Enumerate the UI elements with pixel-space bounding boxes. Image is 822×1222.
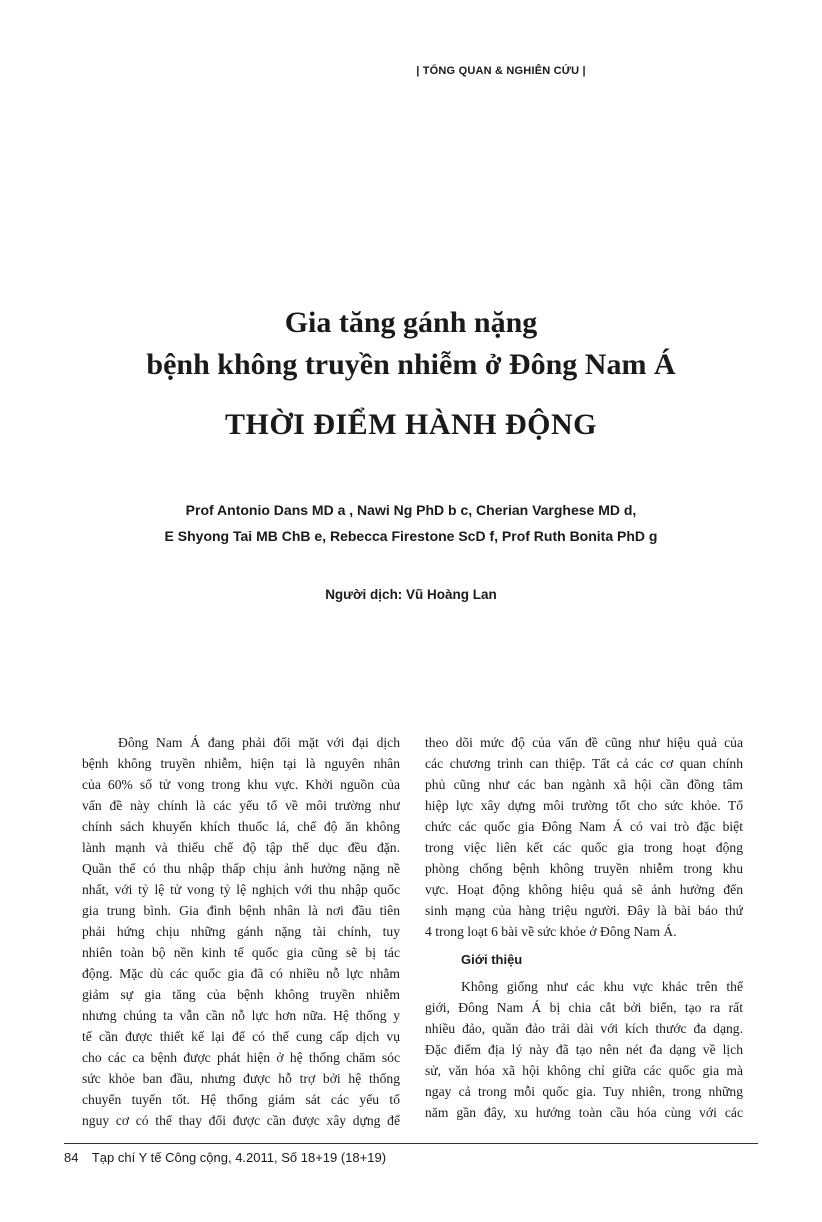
text-line: sinh mạng của hàng triệu người. Đây là bài báo thứ (425, 903, 743, 918)
article-subtitle: THỜI ĐIỂM HÀNH ĐỘNG (224, 408, 598, 441)
text-line: nguy cơ có thể thay đổi được cần được xây dựng để (82, 1113, 400, 1128)
section-header (0, 61, 822, 79)
text-line: trong việc liên kết các quốc gia trong hoạt động (425, 840, 743, 855)
text-line: hiệp lực xây dựng môi trường tốt cho sức khỏe. Tổ (425, 798, 743, 813)
text-line: Đông Nam Á đang phải đối mặt với đại dịch (118, 735, 400, 750)
author-line-1: Prof Antonio Dans MD a , Nawi Ng PhD b c, Cherian Varghese MD d, (185, 502, 637, 518)
text-line: gia trung bình. Gia đình bệnh nhân là nơi đầu tiên (82, 903, 400, 918)
text-line: lành mạnh và thiếu chế độ tập thể dục đều đặn. (82, 840, 400, 855)
page-footer (64, 1150, 386, 1165)
text-line: nhiên toàn bộ nền kinh tế quốc gia cũng sẽ bị tác (82, 945, 400, 960)
page-number: 84 (64, 1150, 79, 1165)
footer-rule (64, 1143, 758, 1144)
title-line-1: Gia tăng gánh nặng (284, 306, 538, 339)
text-line: các chương trình can thiệp. Tất cả các cơ quan chính (425, 756, 743, 771)
text-line: sức khỏe ban đầu, nhưng được hỗ trợ bởi hệ thống (82, 1071, 400, 1086)
abstract-continuation (425, 732, 743, 942)
introduction-text (425, 976, 743, 1123)
text-line: chức các quốc gia Đông Nam Á có vai trò đặc biệt (425, 819, 743, 834)
text-line: sử, văn hóa xã hội không chỉ giữa các quốc gia mà (425, 1063, 743, 1078)
text-line: Quần thể có thu nhập thấp chịu ảnh hưởng nặng nề (82, 861, 400, 876)
text-line: năm gần đây, xu hướng toàn cầu hóa cùng với các (425, 1105, 743, 1120)
author-list (0, 497, 822, 549)
text-line: động. Mặc dù các quốc gia đã có nhiều nỗ lực nhằm (82, 966, 400, 981)
author-line-2: E Shyong Tai MB ChB e, Rebecca Firestone ScD f, Prof Ruth Bonita PhD g (164, 528, 658, 544)
text-line: Đặc điểm địa lý này đã tạo nên nét đa dạng về lịch (425, 1042, 743, 1057)
text-line: bệnh không truyền nhiễm, hiện tại là nguyên nhân (82, 756, 400, 771)
text-line: 4 trong loạt 6 bài về sức khỏe ở Đông Nam Á. (425, 924, 677, 939)
translator-credit: Người dịch: Vũ Hoàng Lan (325, 587, 497, 602)
text-line: vực. Hoạt động không hiệu quả sẽ ảnh hưởng đến (425, 882, 743, 897)
body-column-left (82, 732, 400, 1131)
text-line: phòng chống bệnh không truyền nhiễm trong khu (425, 861, 743, 876)
text-line: tế cần được thiết kế lại để có thể cung cấp dịch vụ (82, 1029, 400, 1044)
text-line: nhiều đảo, quần đảo trải dài với kích thước đa dạng. (425, 1021, 743, 1036)
text-line: phủ cũng như các ban ngành xã hội cần đồng tâm (425, 777, 743, 792)
journal-citation: Tạp chí Y tế Công cộng, 4.2011, Số 18+19 (18+19) (91, 1150, 387, 1165)
body-column-right (425, 732, 743, 1123)
text-line: Không giống như các khu vực khác trên thế (461, 979, 743, 994)
text-line: ngay cả trong mỗi quốc gia. Tuy nhiên, trong những (425, 1084, 743, 1099)
text-line: nhưng chúng ta vẫn cần nỗ lực hơn nữa. Hệ thống y (82, 1008, 400, 1023)
title-line-2: bệnh không truyền nhiễm ở Đông Nam Á (146, 348, 676, 381)
section-tag: | TỔNG QUAN & NGHIÊN CỨU | (416, 65, 586, 77)
section-heading-introduction: Giới thiệu (461, 952, 523, 967)
text-line: theo dõi mức độ của vấn đề cũng như hiệu quả của (425, 735, 743, 750)
text-line: cho các ca bệnh được phát hiện ở hệ thống chăm sóc (82, 1050, 400, 1065)
text-line: giới, Đông Nam Á bị chia cắt bởi biển, tạo ra rất (425, 1000, 743, 1015)
text-line: của 60% số tử vong trong khu vực. Khởi nguồn của (82, 777, 400, 792)
text-line: giảm sự gia tăng của bệnh không truyền nhiễm (82, 987, 400, 1002)
text-line: vấn đề này chính là các yếu tố về môi trường như (82, 798, 400, 813)
text-line: chính sách khuyến khích thuốc lá, chế độ ăn không (82, 819, 400, 834)
article-title (0, 302, 822, 386)
text-line: phải hứng chịu những gánh nặng tài chính, tuy (82, 924, 400, 939)
text-line: chuyển tuyến tốt. Hệ thống giám sát các yếu tố (82, 1092, 400, 1107)
text-line: nhất, với tỷ lệ tử vong tỷ lệ nghịch với thu nhập quốc (82, 882, 400, 897)
